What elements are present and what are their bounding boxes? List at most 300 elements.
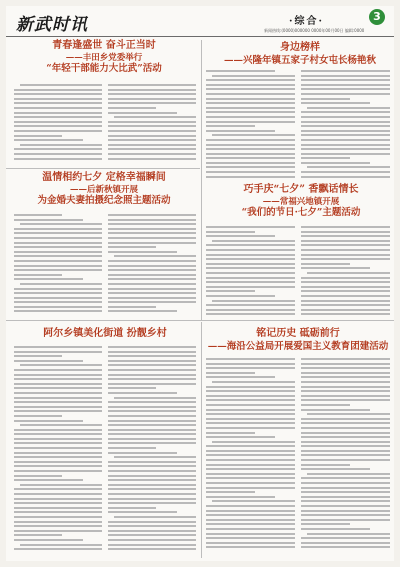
body-text-line [108,153,196,155]
body-text-line [108,534,196,536]
body-text-line [206,404,295,406]
body-text-line [114,116,196,118]
body-text-line [20,484,102,486]
body-text-line [108,502,196,504]
body-text-line [108,130,196,132]
body-text-line [14,369,102,371]
article-headline [214,42,386,66]
body-text-line [108,378,196,380]
body-text-line [301,134,390,136]
body-text-line [14,112,102,114]
body-text-line [307,166,390,168]
body-text-line [14,502,102,504]
body-text-line [108,452,177,454]
body-text-line [206,130,275,132]
body-text-line [206,107,295,109]
body-text-line [301,487,390,489]
body-text-line [301,468,370,470]
article-body [14,84,196,164]
body-text-line [301,427,390,429]
body-text-line [14,479,83,481]
body-text-line [14,429,102,431]
body-text-line [301,102,370,104]
body-text-line [301,244,390,246]
headline-main: 阿尔乡镇美化街道 扮靓乡村 [43,328,167,339]
body-text-line [14,470,102,472]
body-text-line [301,510,390,512]
body-text-line [108,429,196,431]
body-text-line [301,79,390,81]
body-text-line [14,269,102,271]
body-text-line [20,283,102,285]
text-column [301,226,390,318]
body-text-line [14,148,102,150]
text-column [301,358,390,554]
body-text-line [206,427,295,429]
body-text-line [108,278,196,280]
section-divider [6,168,200,169]
body-text-line [301,93,390,95]
body-text-line [301,267,370,269]
body-text-line [301,171,390,173]
body-text-line [206,79,295,81]
article-headline [216,184,386,219]
body-text-line [206,70,275,72]
headline-sub: “我们的节日·七夕”主题活动 [241,207,361,219]
body-text-line [301,162,370,164]
body-text-line [108,442,196,444]
body-text-line [301,404,350,406]
body-text-line [20,144,102,146]
body-text-line [301,459,390,461]
body-text-line [108,383,196,385]
body-text-line [14,232,102,234]
body-text-line [206,542,295,544]
body-text-line [206,263,295,265]
body-text-line [206,533,295,535]
body-text-line [108,465,196,467]
body-text-line [301,367,390,369]
body-text-line [14,98,102,100]
body-text-line [14,488,102,490]
body-text-line [301,130,390,132]
headline-sub: ——丰田乡党委举行 [65,52,143,63]
body-text-line [301,381,390,383]
body-text-line [301,116,390,118]
body-text-line [301,450,390,452]
body-text-line [301,226,390,228]
body-text-line [301,70,390,72]
body-text-line [301,258,390,260]
body-text-line [108,251,177,253]
body-text-line [14,406,102,408]
body-text-line [301,399,390,401]
body-text-line [108,102,196,104]
body-text-line [108,511,177,513]
body-text-line [114,516,196,518]
body-text-line [206,125,255,127]
body-text-line [14,351,102,353]
body-text-line [108,447,156,449]
body-text-line [14,93,102,95]
body-text-line [206,226,295,228]
body-text-line [206,399,295,401]
body-text-line [108,470,196,472]
headline-main: 温情相约七夕 定格幸福瞬间 [42,172,166,183]
body-text-line [301,358,390,360]
body-text-line [301,363,390,365]
article-headline [28,172,180,207]
body-text-line [301,300,390,302]
body-text-line [301,418,390,420]
body-text-line [14,461,102,463]
text-column [206,226,295,318]
body-text-line [108,364,196,366]
body-text-line [14,116,102,118]
body-text-line [206,482,295,484]
body-text-line [301,482,390,484]
body-text-line [108,498,196,500]
body-text-line [301,148,390,150]
body-text-line [301,231,390,233]
body-text-line [14,374,102,376]
body-text-line [206,162,295,164]
column-divider [201,322,202,558]
body-text-line [206,546,295,548]
body-text-line [206,93,295,95]
body-text-line [301,295,390,297]
headline-sub: ——后新秋镇开展 [69,184,138,195]
body-text-line [114,456,196,458]
column-divider [201,40,202,320]
body-text-line [206,445,295,447]
body-text-line [206,166,295,168]
body-text-line [108,392,177,394]
body-text-line [108,507,156,509]
body-text-line [14,355,62,357]
body-text-line [20,544,102,546]
body-text-line [206,153,295,155]
body-text-line [108,479,196,481]
article-body [206,358,390,554]
body-text-line [206,367,295,369]
body-text-line [206,281,295,283]
body-text-line [108,401,196,403]
body-text-line [212,381,295,383]
body-text-line [307,473,390,475]
body-text-line [14,107,102,109]
body-text-line [206,144,295,146]
body-text-line [108,346,196,348]
body-text-line [212,500,295,502]
body-text-line [301,519,390,521]
body-text-line [14,507,102,509]
body-text-line [108,406,196,408]
body-text-line [206,514,295,516]
body-text-line [301,491,390,493]
article-headline [20,328,190,341]
body-text-line [206,244,295,246]
body-text-line [301,304,390,306]
body-text-line [206,176,295,178]
body-text-line [206,519,295,521]
body-text-line [307,533,390,535]
body-text-line [14,401,102,403]
masthead [6,6,394,37]
body-text-line [206,418,295,420]
body-text-line [206,422,295,424]
body-text-line [108,355,196,357]
body-text-line [206,491,255,493]
body-text-line [14,498,102,500]
body-text-line [206,464,295,466]
body-text-line [301,84,390,86]
body-text-line [14,420,83,422]
body-text-line [14,493,102,495]
body-text-line [301,409,370,411]
body-text-line [108,351,196,353]
body-text-line [114,255,196,257]
body-text-line [14,251,102,253]
body-text-line [206,537,295,539]
article-body [206,70,390,182]
body-text-line [206,88,295,90]
body-text-line [301,514,390,516]
body-text-line [108,484,196,486]
body-text-line [14,301,102,303]
body-text-line [301,528,370,530]
body-text-line [206,277,295,279]
body-text-line [206,432,255,434]
body-text-line [108,488,196,490]
body-text-line [108,144,196,146]
body-text-line [14,121,102,123]
body-text-line [108,410,196,412]
body-text-line [212,75,295,77]
body-text-line [108,121,196,123]
body-text-line [206,523,295,525]
body-text-line [301,75,390,77]
body-text-line [206,409,295,411]
body-text-line [14,521,102,523]
headline-sub: “年轻干部能力大比武”活动 [46,63,162,75]
body-text-line [206,235,275,237]
body-text-line [14,310,102,312]
body-text-line [307,272,390,274]
body-text-line [14,130,102,132]
body-text-line [206,487,295,489]
body-text-line [108,269,196,271]
body-text-line [108,125,196,127]
body-text-line [301,386,390,388]
body-text-line [108,283,196,285]
body-text-line [14,433,102,435]
body-text-line [206,295,275,297]
body-text-line [14,306,102,308]
body-text-line [108,301,196,303]
body-text-line [108,265,196,267]
body-text-line [301,263,350,265]
text-column [206,70,295,182]
body-text-line [14,228,102,230]
body-text-line [108,310,177,312]
body-text-line [14,265,102,267]
body-text-line [14,288,102,290]
body-text-line [108,374,196,376]
body-text-line [14,158,102,160]
body-text-line [212,240,295,242]
body-text-line [301,157,350,159]
body-text-line [14,438,102,440]
body-text-line [301,176,390,178]
body-text-line [14,465,102,467]
body-text-line [14,139,83,141]
body-text-line [14,292,102,294]
body-text-line [108,219,196,221]
body-text-line [206,139,295,141]
body-text-line [14,274,62,276]
body-text-line [108,360,196,362]
body-text-line [108,98,196,100]
body-text-line [206,111,295,113]
body-text-line [301,432,390,434]
section-title: ·综合· [289,16,324,27]
body-text-line [301,454,390,456]
body-text-line [206,395,295,397]
body-text-line [301,277,390,279]
body-text-line [108,260,196,262]
body-text-line [206,459,295,461]
headline-main: 青春逢盛世 奋斗正当时 [52,40,156,51]
body-text-line [206,376,275,378]
body-text-line [206,171,295,173]
body-text-line [14,534,62,536]
body-text-line [206,102,295,104]
issue-info: 新闻热线:(0000)000000 0000年00月00日 编辑:0000 [264,28,365,33]
body-text-line [212,134,295,136]
body-text-line [14,383,102,385]
body-text-line [206,121,295,123]
body-text-line [301,505,390,507]
body-text-line [108,135,196,137]
body-text-line [14,539,83,541]
body-text-line [108,228,196,230]
body-text-line [108,420,196,422]
page-number-badge: 3 [369,9,385,25]
body-text-line [14,214,62,216]
body-text-line [206,249,295,251]
body-text-line [108,112,177,114]
body-text-line [206,84,295,86]
article-body [206,226,390,318]
body-text-line [20,364,102,366]
body-text-line [14,530,102,532]
body-text-line [301,88,390,90]
body-text-line [301,436,390,438]
body-text-line [108,539,196,541]
body-text-line [114,397,196,399]
body-text-line [108,475,196,477]
body-text-line [212,441,295,443]
body-text-line [301,249,390,251]
body-text-line [301,281,390,283]
body-text-line [108,415,196,417]
headline-main: 身边榜样 [280,42,320,53]
body-text-line [301,537,390,539]
section-divider [6,320,394,321]
body-text-line [108,461,196,463]
body-text-line [14,255,102,257]
headline-sub: ——海沿公益局开展爱国主义教育团建活动 [207,340,389,352]
text-column [301,70,390,182]
body-text-line [301,309,390,311]
body-text-line [14,360,83,362]
article-headline [36,40,172,75]
text-column [14,346,102,554]
body-text-line [14,260,102,262]
body-text-line [301,111,390,113]
body-text-line [14,278,83,280]
body-text-line [206,116,295,118]
body-text-line [108,107,156,109]
body-text-line [108,387,156,389]
body-text-line [20,424,102,426]
body-text-line [206,231,255,233]
body-text-line [108,84,196,86]
body-text-line [301,286,390,288]
body-text-line [14,548,102,550]
body-text-line [14,525,102,527]
body-text-line [206,413,295,415]
body-text-line [108,433,196,435]
body-text-line [301,477,390,479]
body-text-line [14,511,102,513]
body-text-line [206,436,275,438]
body-text-line [301,500,390,502]
body-text-line [14,219,83,221]
body-text-line [301,98,350,100]
body-text-line [206,272,295,274]
body-text-line [206,528,295,530]
article-body [14,214,196,318]
body-text-line [108,89,196,91]
body-text-line [108,232,196,234]
body-text-line [206,267,295,269]
text-column [14,214,102,318]
body-text-line [301,254,390,256]
body-text-line [301,546,390,548]
body-text-line [14,456,102,458]
body-text-line [14,153,102,155]
body-text-line [108,548,196,550]
body-text-line [206,372,255,374]
body-text-line [307,107,390,109]
body-text-line [108,525,196,527]
body-text-line [20,84,102,86]
body-text-line [301,235,390,237]
headline-main: 铭记历史 砥砺前行 [256,328,340,339]
body-text-line [206,468,295,470]
body-text-line [301,523,350,525]
body-text-line [14,392,102,394]
body-text-line [206,363,295,365]
headline-main: 巧手庆“七夕” 香飘话情长 [243,184,359,195]
body-text-line [206,477,295,479]
article-body [14,346,196,554]
headline-sub: ——兴隆年镇五家子村女屯长杨艳秋 [223,54,376,66]
body-text-line [301,395,390,397]
body-text-line [108,306,156,308]
